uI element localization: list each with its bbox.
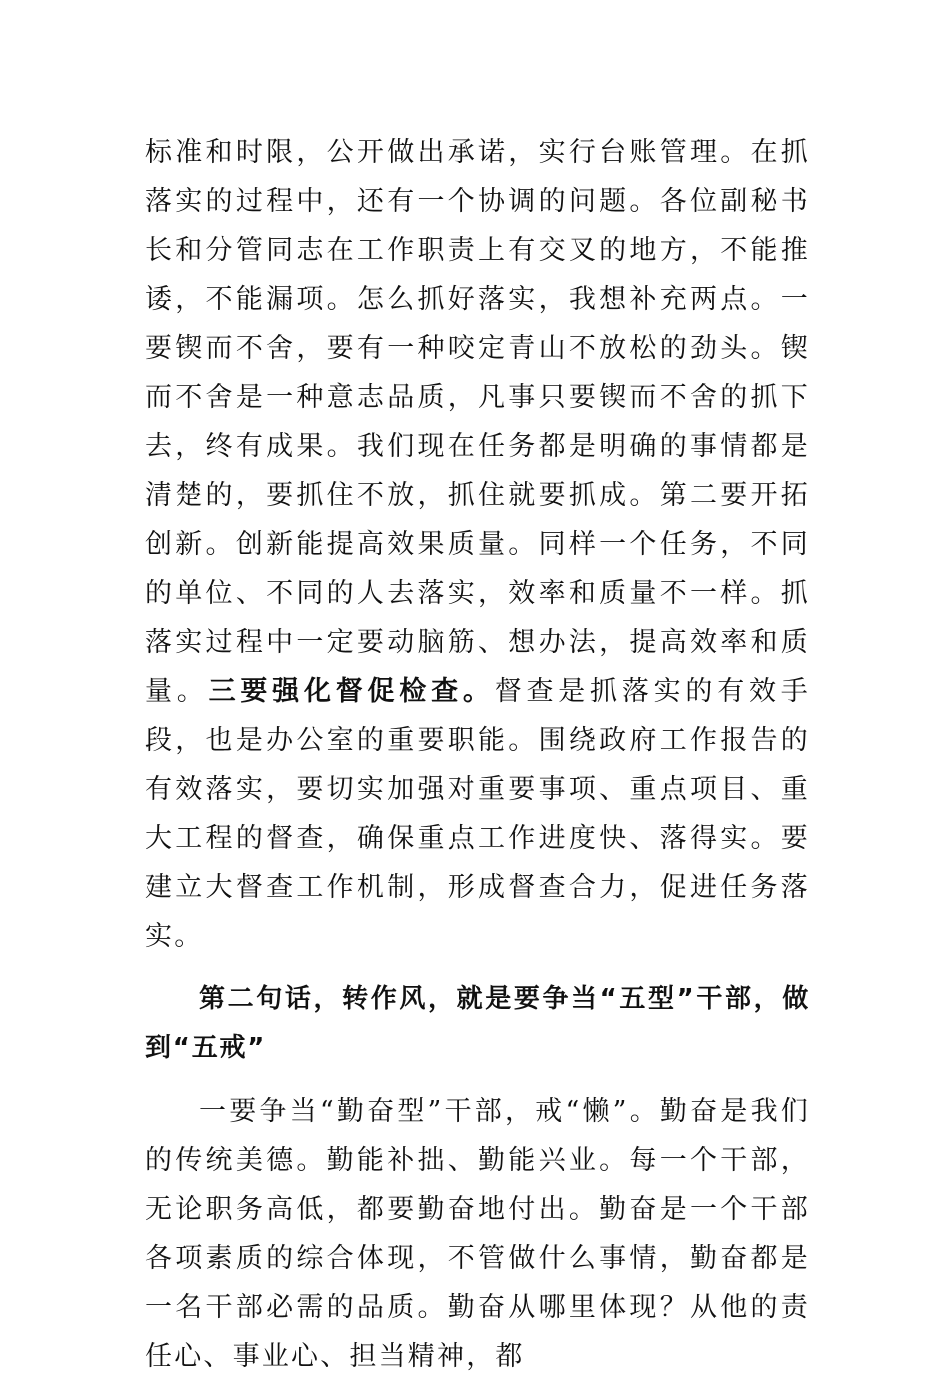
paragraph-1-text: 标准和时限，公开做出承诺，实行台账管理。在抓落实的过程中，还有一个协调的问题。各位副秘书长和分管同志在工作职责上有交叉的地方，不能推诿，不能漏项。怎么抓好落实，我想补充两点。一要锲而不舍，要有一种咬定青山不放松的劲头。锲而不舍是一种意志品质，凡事只要锲而不舍的抓下去，终有成果。我们现在任务都是明确的事情都是清楚的，要抓住不放，抓住就要抓成。第二要开拓创新。创新能提高效果质量。同样一个任务，不同的单位、不同的人去落实，效率和质量不一样。抓落实过程中一定要动脑筋、想办法，提高效率和质量。 [145,137,810,707]
paragraph-1-bold-phrase: 三要强化督促检查。 [208,676,495,707]
paragraph-gap [145,1073,810,1087]
body-paragraph-1 [145,128,810,961]
body-paragraph-2: 一要争当“勤奋型”干部，戒“懒”。勤奋是我们的传统美德。勤能补拙、勤能兴业。每一个干部，无论职务高低，都要勤奋地付出。勤奋是一个干部各项素质的综合体现，不管做什么事情，勤奋都是一名干部必需的品质。勤奋从哪里体现？从他的责任心、事业心、担当精神，都 [145,1096,810,1372]
paragraph-1-tail-text: 督查是抓落实的有效手段，也是办公室的重要职能。围绕政府工作报告的有效落实，要切实加强对重要事项、重点项目、重大工程的督查，确保重点工作进度快、落得实。要建立大督查工作机制，形成督查合力，促进任务落实。 [145,676,810,952]
paragraph-gap [145,961,810,975]
document-body [145,128,810,1381]
section-heading: 第二句话，转作风，就是要争当“五型”干部，做到“五戒” [145,984,810,1063]
